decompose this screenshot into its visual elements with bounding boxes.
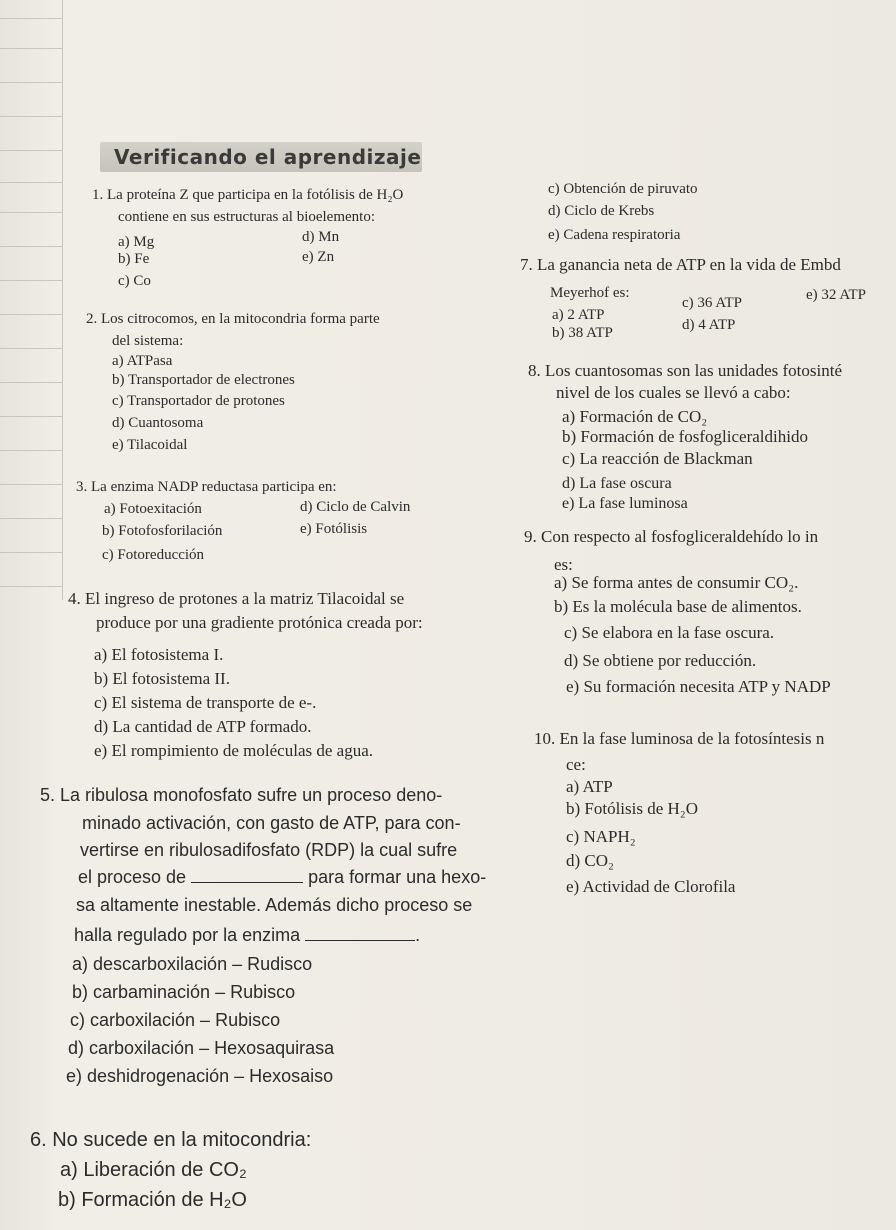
q7-option-e: e) 32 ATP	[806, 287, 866, 303]
q4-option-c: c) El sistema de transporte de e-.	[94, 693, 317, 712]
q5-answer-blank-1	[191, 868, 303, 883]
q9-option-c: c) Se elabora en la fase oscura.	[564, 623, 775, 642]
q7-option-d: d) 4 ATP	[682, 317, 736, 333]
q5-option-d: d) carboxilación – Hexosaquirasa	[68, 1038, 335, 1058]
q2-stem-line1: 2. Los citrocomos, en la mitocondria forma parte	[86, 311, 380, 327]
q7-option-c: c) 36 ATP	[682, 295, 742, 311]
section-title-banner	[100, 142, 422, 172]
q8-option-d: d) La fase oscura	[562, 475, 672, 492]
q10-option-a: a) ATP	[566, 777, 613, 796]
q4-option-e: e) El rompimiento de moléculas de agua.	[94, 741, 373, 760]
q4-stem-line2: produce por una gradiente protónica creada por:	[96, 613, 423, 632]
q4-option-d: d) La cantidad de ATP formado.	[94, 717, 312, 736]
q5-stem-line6-start: halla regulado por la enzima	[74, 925, 301, 945]
q3-stem-line1: 3. La enzima NADP reductasa participa en:	[76, 479, 337, 495]
q1-stem-line2: contiene en sus estructuras al bioelemento:	[118, 209, 375, 225]
q9-stem-line2: es:	[554, 555, 573, 574]
q2-stem-line2: del sistema:	[112, 333, 184, 349]
q3-option-d: d) Ciclo de Calvin	[300, 499, 411, 515]
q7-option-b: b) 38 ATP	[552, 325, 613, 341]
q7-stem-line2: Meyerhof es:	[550, 285, 630, 301]
q2-option-a: a) ATPasa	[112, 353, 173, 369]
q2-option-b: b) Transportador de electrones	[112, 372, 295, 388]
q6-stem-line1: 6. No sucede en la mitocondria:	[30, 1129, 312, 1151]
q3-option-a: a) Fotoexitación	[104, 501, 202, 517]
q5-stem-line1: 5. La ribulosa monofosfato sufre un proceso deno-	[40, 785, 443, 805]
q4-option-b: b) El fotosistema II.	[94, 669, 230, 688]
q5-stem-line5: sa altamente inestable. Además dicho proceso se	[76, 895, 473, 915]
section-title: Verificando el aprendizaje	[114, 145, 422, 169]
q8-stem-line2: nivel de los cuales se llevó a cabo:	[556, 383, 791, 402]
q1-option-b: b) Fe	[118, 251, 150, 267]
q5-stem-line6-end: .	[415, 925, 421, 945]
q5-option-b: b) carbaminación – Rubisco	[72, 982, 296, 1002]
q8-option-e: e) La fase luminosa	[562, 495, 688, 512]
q5-stem-line4	[78, 868, 486, 886]
q6-option-a: a) Liberación de CO₂	[60, 1159, 247, 1181]
q7-option-a: a) 2 ATP	[552, 307, 605, 323]
q9-option-a: a) Se forma antes de consumir CO₂.	[554, 573, 799, 592]
q10-stem-line1: 10. En la fase luminosa de la fotosíntesis n	[534, 729, 825, 748]
q1-option-d: d) Mn	[302, 229, 340, 245]
q3-option-b: b) Fotofosforilación	[102, 523, 223, 539]
q6-option-c: c) Obtención de piruvato	[548, 181, 698, 197]
q5-option-a: a) descarboxilación – Rudisco	[72, 954, 313, 974]
q8-option-c: c) La reacción de Blackman	[562, 449, 753, 468]
q1-option-a: a) Mg	[118, 234, 155, 250]
q9-option-b: b) Es la molécula base de alimentos.	[554, 597, 802, 616]
q8-option-b: b) Formación de fosfogliceraldihido	[562, 427, 808, 446]
q5-option-e: e) deshidrogenación – Hexosaiso	[66, 1066, 334, 1086]
q6-option-d: d) Ciclo de Krebs	[548, 203, 655, 219]
q2-option-e: e) Tilacoidal	[112, 437, 188, 453]
q4-option-a: a) El fotosistema I.	[94, 645, 224, 664]
q10-stem-line2: ce:	[566, 755, 586, 774]
q6-option-b: b) Formación de H₂O	[58, 1189, 247, 1211]
q9-stem-line1: 9. Con respecto al fosfogliceraldehído lo in	[524, 527, 819, 546]
q10-option-e: e) Actividad de Clorofila	[566, 877, 736, 896]
q1-option-c: c) Co	[118, 273, 151, 289]
notebook-grid-edge	[0, 0, 63, 600]
q2-option-d: d) Cuantosoma	[112, 415, 204, 431]
q2-option-c: c) Transportador de protones	[112, 393, 285, 409]
q5-stem-line3: vertirse en ribulosadifosfato (RDP) la cual sufre	[80, 840, 458, 860]
q10-option-d: d) CO₂	[566, 851, 614, 870]
q1-option-e: e) Zn	[302, 249, 335, 265]
q5-stem-line4-start: el proceso de	[78, 867, 187, 887]
q1-stem-line1: 1. La proteína Z que participa en la fotólisis de H₂O	[92, 187, 404, 203]
q8-stem-line1: 8. Los cuantosomas son las unidades fotosinté	[528, 361, 842, 380]
q3-option-c: c) Fotoreducción	[102, 547, 205, 563]
q5-stem-line6	[74, 926, 420, 944]
q5-stem-line2: minado activación, con gasto de ATP, para con-	[82, 813, 461, 833]
q5-option-c: c) carboxilación – Rubisco	[70, 1010, 281, 1030]
q8-option-a: a) Formación de CO₂	[562, 407, 708, 426]
q5-answer-blank-2	[305, 926, 415, 941]
q10-option-b: b) Fotólisis de H₂O	[566, 799, 699, 818]
q4-stem-line1: 4. El ingreso de protones a la matriz Tilacoidal se	[68, 589, 405, 608]
q9-option-d: d) Se obtiene por reducción.	[564, 651, 757, 670]
q3-option-e: e) Fotólisis	[300, 521, 368, 537]
q9-option-e: e) Su formación necesita ATP y NADP	[566, 677, 831, 696]
q5-stem-line4-end: para formar una hexo-	[308, 867, 487, 887]
q7-stem-line1: 7. La ganancia neta de ATP en la vida de Embd	[520, 255, 841, 274]
q10-option-c: c) NAPH₂	[566, 827, 636, 846]
q6-option-e: e) Cadena respiratoria	[548, 227, 681, 243]
